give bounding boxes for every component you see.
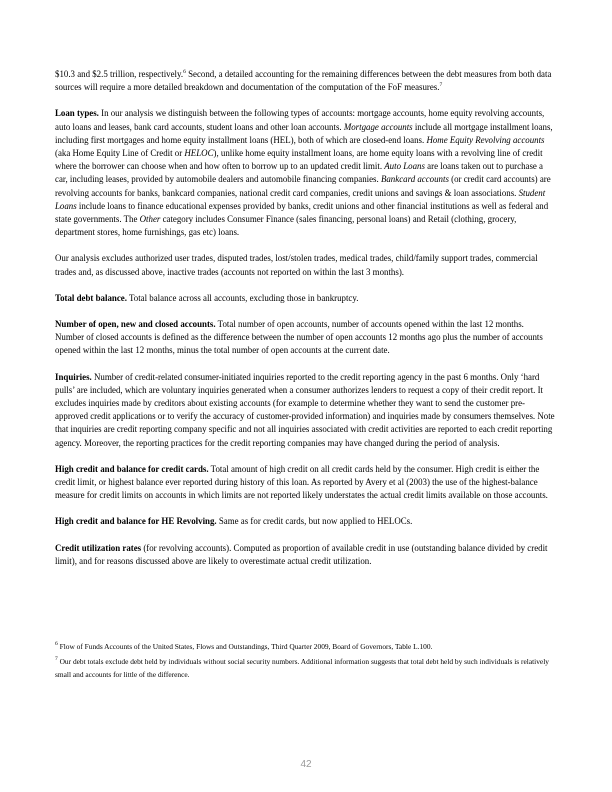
term-auto-loans: Auto Loans — [384, 161, 425, 172]
open-accounts-text: Total number of open accounts, number of accounts opened within the last 12 months. Number of closed accounts is defined as the difference between the number of open accounts 12 months ago plus the number of accounts opened within the last 12 months, minus the total number of open accounts at the current date. — [55, 319, 543, 356]
footnote-number: 7 — [55, 656, 58, 662]
term-bankcard-accounts: Bankcard accounts — [380, 174, 449, 185]
footnote-ref-7[interactable]: 7 — [439, 82, 443, 89]
footnote-ref-6[interactable]: 6 — [183, 69, 186, 75]
loan-types-text-e: are loans taken out to purchase a car, including leases, provided by automobile dealers and automobile financing companies. — [55, 161, 543, 185]
high-credit-cards-text: Total amount of high credit on all credit cards held by the consumer. High credit is either the credit limit, or highest balance ever reported during history of this loan. As reported by Avery et al (2003) the use of the highest-balance measure for credit limits on accounts in which limits are not reported likely understates the actual credit limits available on those accounts. — [55, 463, 548, 501]
term-mortgage-accounts: Mortgage accounts — [343, 121, 413, 132]
inquiries-heading: Inquiries. — [55, 371, 92, 382]
loan-types-text-a: In our analysis we distinguish between the following types of accounts: mortgage accounts, home equity revolving accounts, auto loans and leases, bank card accounts, student loans and other loan accounts. — [55, 108, 545, 132]
term-student-loans: Student Loans — [55, 187, 546, 211]
total-debt-text: Total balance across all accounts, excluding those in bankruptcy. — [126, 292, 359, 303]
loan-types-text-d: ), unlike home equity installment loans, are home equity loans with a revolving line of credit where the borrower can choose when and how often to borrow up to an updated credit limit. — [55, 148, 543, 172]
footnote-7 — [55, 655, 555, 681]
footnote-6 — [55, 640, 555, 653]
footnote-number: 6 — [55, 641, 58, 647]
page-number: 42 — [300, 759, 312, 770]
loan-types-text-f: (or credit card accounts) are revolving accounts for banks, bankcard companies, national credit card companies, credit unions and savings & loan associations. — [55, 174, 551, 198]
high-credit-he-heading: High credit and balance for HE Revolving. — [55, 516, 217, 527]
intro-paragraph — [55, 68, 555, 94]
utilization-text: (for revolving accounts). Computed as proportion of available credit in use (outstanding balance divided by credit limit), and for reasons discussed above are likely to overestimate actual credit utilization. — [55, 542, 548, 566]
loan-types-heading: Loan types. — [55, 108, 99, 119]
term-home-equity-revolving: Home Equity Revolving accounts — [426, 134, 545, 145]
loan-types-text-b: include all mortgage installment loans, including first mortgages and home equity installment loans (HEL), both of which are closed-end loans. — [55, 121, 553, 145]
high-credit-cards-paragraph — [55, 463, 555, 503]
exclusions-paragraph: Our analysis excludes authorized user trades, disputed trades, lost/stolen trades, medical trades, child/family support trades, commercial trades and, as discussed above, inactive trades (accounts not reported on within the last 3 months). — [55, 253, 538, 277]
loan-types-text-g: include loans to finance educational expenses provided by banks, credit unions and other financial institutions as well as federal and state governments. The — [55, 200, 549, 225]
footnotes — [55, 640, 555, 683]
high-credit-cards-heading: High credit and balance for credit cards. — [55, 463, 209, 474]
utilization-paragraph — [55, 542, 555, 568]
loan-types-text-h: category includes Consumer Finance (sales financing, personal loans) and Retail (clothing, grocery, department stores, home furnishings, gas etc) loans. — [55, 214, 517, 238]
intro-text-1: $10.3 and $2.5 trillion, respectively. — [55, 69, 184, 79]
term-other: Other — [139, 214, 161, 225]
utilization-heading: Credit utilization rates — [55, 542, 142, 553]
total-debt-paragraph — [55, 292, 555, 305]
total-debt-heading: Total debt balance. — [55, 292, 127, 303]
inquiries-text: Number of credit-related consumer-initiated inquiries reported to the credit reporting agency in the past 6 months. Only ‘hard pulls’ are included, which are voluntary inquiries generated when a consumer authorizes lenders to request a copy of their credit report. It excludes inquiries made by creditors about existing accounts (for example to determine whether they want to send the customer pre-approved credit applications or to verify the accuracy of customer-provided information) and inquiries made by consumers themselves. Note that inquiries are credit reporting company specific and not all inquiries associated with credit activities are reported to each credit reporting agency. Moreover, the reporting practices for the credit reporting companies may have changed during the period of analysis. — [55, 371, 555, 448]
document-body — [55, 68, 555, 581]
inquiries-paragraph — [55, 371, 555, 450]
open-accounts-heading: Number of open, new and closed accounts. — [55, 319, 216, 330]
loan-types-text-c: (aka Home Equity Line of Credit or — [55, 148, 185, 159]
high-credit-he-paragraph — [55, 515, 555, 528]
term-heloc: HELOC — [184, 148, 214, 159]
intro-text-2: Second, a detailed accounting for the remaining differences between the debt measures from both data sources will require a more detailed breakdown and documentation of the computation of the FoF measures. — [55, 69, 552, 93]
open-accounts-paragraph — [55, 318, 555, 358]
loan-types-paragraph — [55, 107, 555, 239]
footnote-text: Flow of Funds Accounts of the United States, Flows and Outstandings, Third Quarter 2009, Board of Governors, Table L.100. — [57, 642, 433, 651]
high-credit-he-text: Same as for credit cards, but now applied to HELOCs. — [216, 516, 413, 527]
footnote-text: Our debt totals exclude debt held by individuals without social security numbers. Additional information suggests that total debt held by such individuals is relatively small and accounts for little of the difference. — [55, 657, 549, 679]
